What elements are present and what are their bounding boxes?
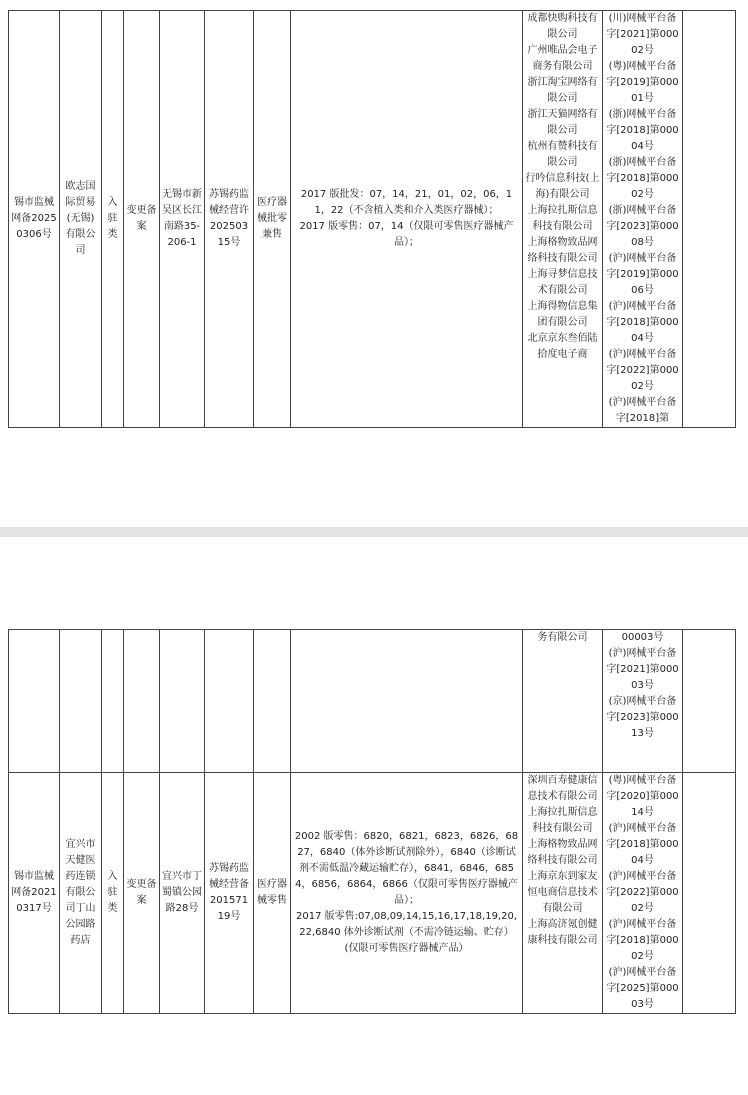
table-row [9,773,736,1014]
scope-cell [291,773,523,1014]
platform-name: 上海拉扎斯信息科技有限公司 [527,807,598,834]
remark-cell [683,773,736,1014]
record-no: (粤)网械平台备字[2020]第00014号 [606,775,679,818]
record-no: (沪)网械平台备字[2019]第00006号 [606,253,679,296]
platform-name: 广州唯品会电子商务有限公司 [527,45,598,72]
license-cell: 苏锡药监械经营许20250315号 [205,11,254,428]
platform-name: 浙江天猫网络有限公司 [527,109,598,136]
page-separator [0,527,748,537]
platform-name: 成都快购科技有限公司 [527,13,598,40]
record-no: (沪)网械平台备字[2018]第 [608,397,677,424]
platform-name: 北京京东叁佰陆拾度电子商 [527,333,598,360]
scope-line: 2017 版批发：07，14，21，01，02，06，11，22（不含植入类和介入类医疗器械）； [300,189,513,216]
scope-line: 2002 版零售：6820，6821，6823，6826，6827，6840（体外诊断试剂除外），6840（诊断试剂不需低温冷藏运输贮存），6841，6846，6854，6856，6864，6866（仅限可零售医疗器械产品）； [294,831,519,906]
record-no: (沪)网械平台备字[2021]第00003号 [606,648,679,691]
registry-table-page-1 [8,10,736,428]
record-no: (粤)网械平台备字[2019]第00001号 [606,61,679,104]
platform-name: 行吟信息科技(上海)有限公司 [525,173,600,200]
platform-record-cell [603,11,683,428]
platform-record-cell [603,773,683,1014]
table-row-continued [9,630,736,773]
address-cell: 宜兴市丁蜀镇公园路28号 [160,773,205,1014]
license-cell: 苏锡药监械经营备20157119号 [205,773,254,1014]
mode-cell: 医疗器械批零兼售 [254,11,291,428]
company-cell: 欧志国际贸易(无锡)有限公司 [60,11,102,428]
record-no: (京)网械平台备字[2023]第00013号 [606,696,679,739]
platform-name: 上海拉扎斯信息科技有限公司 [527,205,598,232]
table-row [9,11,736,428]
platform-name: 浙江淘宝网络有限公司 [527,77,598,104]
company-cell: 宜兴市天健医药连锁有限公司丁山公园路药店 [60,773,102,1014]
address-cell: 无锡市新吴区长江南路35-206-1 [160,11,205,428]
record-no: (浙)网械平台备字[2018]第00002号 [606,157,679,200]
platform-name: 上海格物致品网络科技有限公司 [527,237,598,264]
record-no: (沪)网械平台备字[2018]第00004号 [606,301,679,344]
platform-name: 上海得物信息集团有限公司 [527,301,598,328]
scope-line: 2017 版零售：07，14（仅限可零售医疗器械产品）； [299,221,514,248]
platform-name: 上海京东到家友恒电商信息技术有限公司 [527,871,598,914]
remark-cell [683,11,736,428]
page-1 [8,10,735,428]
page-2 [8,629,735,1014]
platform-name: 务有限公司 [537,632,588,643]
reg-no-cell: 锡市监械网备20250306号 [9,11,60,428]
remark-cell [683,630,736,773]
record-no: (沪)网械平台备字[2022]第00002号 [606,349,679,392]
record-no: (沪)网械平台备字[2022]第00002号 [606,871,679,914]
record-no: (沪)网械平台备字[2025]第00003号 [606,967,679,1010]
reg-no-cell: 锡市监械网备20210317号 [9,773,60,1014]
record-no: (川)网械平台备字[2021]第00002号 [606,13,679,56]
platform-record-cell [603,630,683,773]
record-no: 00003号 [621,632,664,643]
type-cell: 入驻类 [102,773,124,1014]
scope-line: 2017 版零售:07,08,09,14,15,16,17,18,19,20,22,6840 体外诊断试剂（不需冷链运输、贮存）(仅限可零售医疗器械产品） [295,911,518,954]
registry-table-page-2 [8,629,736,1014]
type-cell: 入驻类 [102,11,124,428]
platform-name: 杭州有赞科技有限公司 [527,141,598,168]
platform-company-cell [523,11,603,428]
platform-name: 上海寻梦信息技术有限公司 [527,269,598,296]
platform-name: 上海高济氪创健康科技有限公司 [527,919,598,946]
platform-company-cell [523,773,603,1014]
record-no: (浙)网械平台备字[2018]第00004号 [606,109,679,152]
action-cell: 变更备案 [124,773,160,1014]
scope-cell [291,11,523,428]
mode-cell: 医疗器械零售 [254,773,291,1014]
platform-name: 上海格物致品网络科技有限公司 [527,839,598,866]
platform-company-cell [523,630,603,773]
action-cell: 变更备案 [124,11,160,428]
record-no: (浙)网械平台备字[2023]第00008号 [606,205,679,248]
platform-name: 深圳百寿健康信息技术有限公司 [527,775,598,802]
record-no: (沪)网械平台备字[2018]第00004号 [606,823,679,866]
record-no: (沪)网械平台备字[2018]第00002号 [606,919,679,962]
